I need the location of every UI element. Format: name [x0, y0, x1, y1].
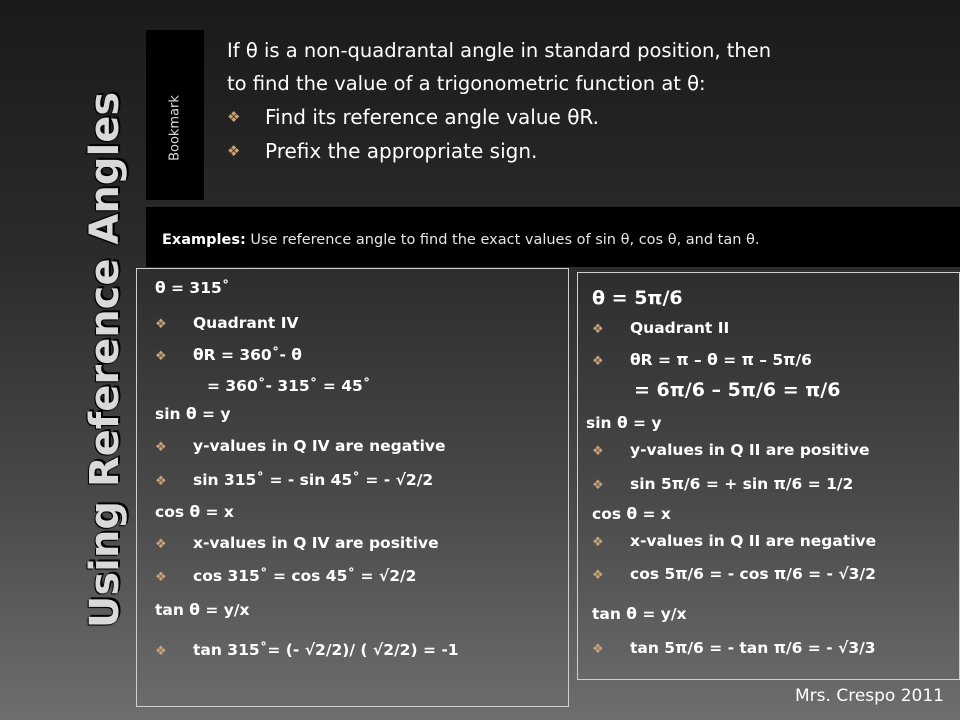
example-box-315 [136, 268, 569, 707]
intro-bullet-2-text: Prefix the appropriate sign. [265, 139, 538, 163]
bullet-icon: ❖ [155, 317, 167, 332]
right-sin-note-item [592, 441, 869, 459]
left-quadrant-item [155, 314, 298, 332]
bullet-icon: ❖ [592, 322, 604, 337]
intro-bullet-1-text: Find its reference angle value θR. [265, 105, 599, 129]
left-quadrant: Quadrant IV [193, 314, 299, 332]
bullet-icon: ❖ [155, 474, 167, 489]
right-sin-val: sin 5π/6 = + sin π/6 = 1/2 [630, 475, 854, 493]
left-ref-1: θR = 360˚- θ [193, 346, 302, 364]
examples-banner [146, 207, 960, 267]
left-tan-def: tan θ = y/x [155, 601, 250, 619]
left-sin-def: sin θ = y [155, 405, 231, 423]
right-sin-val-item [592, 475, 853, 493]
right-tan-def: tan θ = y/x [592, 605, 687, 623]
left-cos-note: x-values in Q IV are positive [193, 534, 439, 552]
right-sin-def: sin θ = y [586, 414, 662, 432]
bullet-icon: ❖ [155, 440, 167, 455]
bullet-icon: ❖ [592, 478, 604, 493]
right-tan-val: tan 5π/6 = - tan π/6 = - √3/3 [630, 639, 876, 657]
left-cos-val-item [155, 567, 416, 585]
bullet-icon: ❖ [592, 354, 604, 369]
bullet-icon: ❖ [592, 535, 604, 550]
bullet-icon: ❖ [592, 444, 604, 459]
bullet-icon: ❖ [155, 644, 167, 659]
intro-line-2: to find the value of a trigonometric function at θ: [227, 72, 706, 95]
right-cos-def: cos θ = x [592, 505, 671, 523]
bullet-icon: ❖ [155, 349, 167, 364]
left-cos-note-item [155, 534, 439, 552]
bookmark-label: Bookmark [167, 95, 183, 161]
intro-bullets [227, 100, 952, 168]
left-cos-def: cos θ = x [155, 503, 234, 521]
right-cos-val-item [592, 565, 876, 583]
right-tan-val-item [592, 639, 876, 657]
left-sin-note-item [155, 437, 446, 455]
intro-bullet-2 [227, 134, 952, 168]
left-tan-val: tan 315˚= (- √2/2)/ ( √2/2) = -1 [193, 641, 459, 659]
bullet-icon: ❖ [592, 568, 604, 583]
left-angle: θ = 315˚ [155, 279, 230, 297]
bookmark-tab[interactable] [146, 30, 204, 200]
examples-text: Use reference angle to find the exact values of sin θ, cos θ, and tan θ. [245, 232, 760, 248]
left-sin-val: sin 315˚ = - sin 45˚ = - √2/2 [193, 471, 434, 489]
right-cos-note: x-values in Q II are negative [630, 532, 877, 550]
left-sin-note: y-values in Q IV are negative [193, 437, 446, 455]
right-ref-2: = 6π/6 – 5π/6 = π/6 [634, 379, 841, 401]
right-angle: θ = 5π/6 [592, 287, 683, 309]
left-tan-val-item [155, 641, 459, 659]
example-box-5pi6 [577, 272, 960, 680]
right-cos-val: cos 5π/6 = - cos π/6 = - √3/2 [630, 565, 876, 583]
bullet-icon: ❖ [155, 537, 167, 552]
left-ref-2: = 360˚- 315˚ = 45˚ [207, 377, 371, 395]
author-credit: Mrs. Crespo 2011 [795, 686, 944, 706]
intro-bullet-1 [227, 100, 952, 134]
left-sin-val-item [155, 471, 433, 489]
right-cos-note-item [592, 532, 876, 550]
right-sin-note: y-values in Q II are positive [630, 441, 870, 459]
bullet-icon: ❖ [227, 108, 241, 126]
right-quadrant: Quadrant II [630, 319, 730, 337]
right-quadrant-item [592, 319, 729, 337]
bullet-icon: ❖ [155, 570, 167, 585]
bullet-icon: ❖ [227, 142, 241, 160]
slide-title: Using Reference Angles [82, 91, 128, 629]
right-ref-1: θR = π – θ = π – 5π/6 [630, 351, 812, 369]
examples-label: Examples: [162, 232, 246, 248]
right-ref-item [592, 351, 812, 369]
left-cos-val: cos 315˚ = cos 45˚ = √2/2 [193, 567, 417, 585]
left-ref-item [155, 346, 302, 364]
intro-line-1: If θ is a non-quadrantal angle in standard position, then [227, 39, 772, 62]
intro-text [227, 34, 952, 168]
bullet-icon: ❖ [592, 642, 604, 657]
